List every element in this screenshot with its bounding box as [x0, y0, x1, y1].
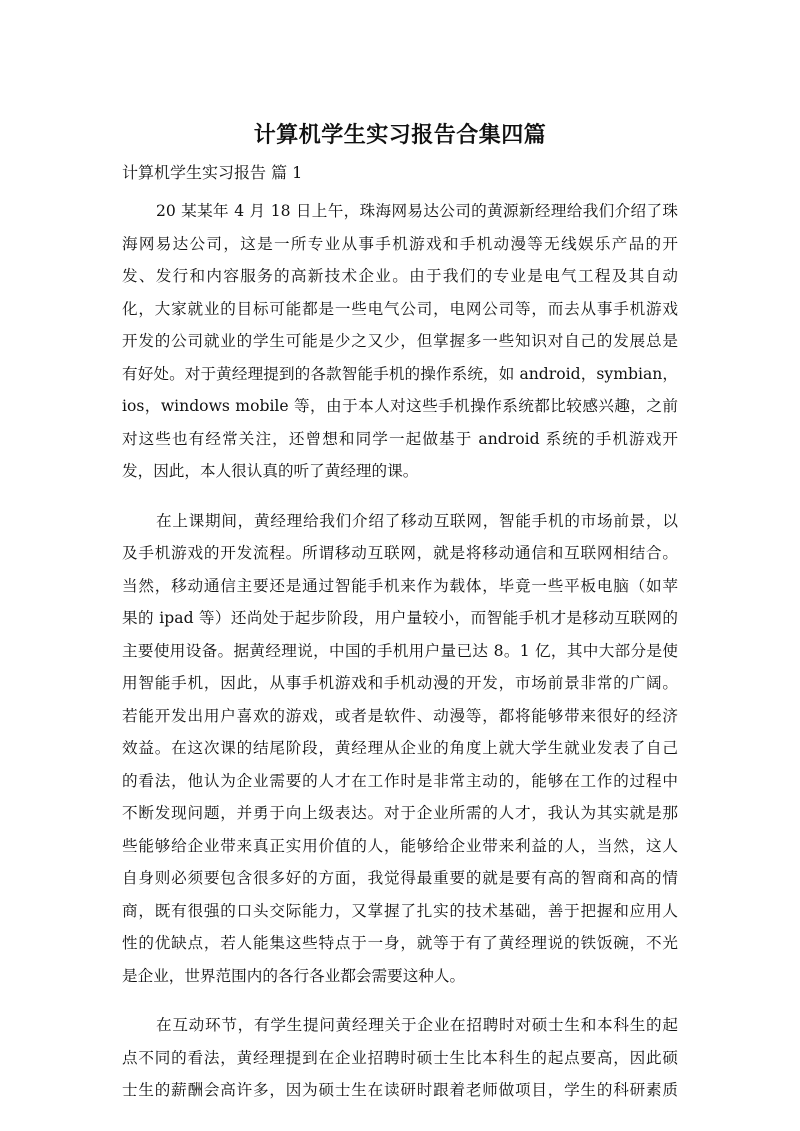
paragraph-line: 若能开发出用户喜欢的游戏，或者是软件、动漫等，都将能够带来很好的经济 — [122, 706, 678, 725]
paragraph-line: 士生的薪酬会高许多，因为硕士生在读研时跟着老师做项目，学生的科研素质 — [122, 1081, 678, 1099]
paragraph-2 — [122, 505, 678, 993]
paragraph-line: 发，因此，本人很认真的听了黄经理的课。 — [122, 462, 419, 480]
paragraph-line: 自身则必须要包含很多好的方面，我觉得最重要的就是要有高的智商和高的情 — [122, 869, 678, 887]
paragraph-line: 主要使用设备。据黄经理说，中国的手机用户量已达 8。1 亿，其中大部分是使 — [122, 641, 678, 660]
paragraph-1 — [122, 195, 678, 488]
paragraph-line: 20 某某年 4 月 18 日上午，珠海网易达公司的黄源新经理给我们介绍了珠 — [156, 202, 678, 220]
paragraph-line: 点不同的看法，黄经理提到在企业招聘时硕士生比本科生的起点要高，因此硕 — [122, 1048, 678, 1067]
paragraph-line: 性的优缺点，若人能集这些特点于一身，就等于有了黄经理说的铁饭碗，不光 — [122, 934, 678, 952]
paragraph-line: 对这些也有经常关注，还曾想和同学一起做基于 android 系统的手机游戏开 — [122, 429, 678, 448]
paragraph-line: 用智能手机，因此，从事手机游戏和手机动漫的开发，市场前景非常的广阔。 — [122, 674, 678, 692]
paragraph-line: 商，既有很强的口头交际能力，又掌握了扎实的技术基础，善于把握和应用人 — [122, 901, 678, 920]
paragraph-line: 有好处。对于黄经理提到的各款智能手机的操作系统，如 android，symbian， — [122, 364, 678, 383]
document-body — [122, 195, 678, 1124]
paragraph-line: 效益。在这次课的结尾阶段，黄经理从企业的角度上就大学生就业发表了自己 — [122, 739, 678, 757]
paragraph-line: 及手机游戏的开发流程。所谓移动互联网，就是将移动通信和互联网相结合。 — [122, 544, 678, 562]
paragraph-line: 些能够给企业带来真正实用价值的人，能够给企业带来利益的人，当然，这人 — [122, 836, 678, 855]
paragraph-line: 在上课期间，黄经理给我们介绍了移动互联网，智能手机的市场前景，以 — [156, 511, 678, 530]
paragraph-line: 是企业，世界范围内的各行各业都会需要这种人。 — [122, 966, 466, 985]
paragraph-line: 不断发现问题，并勇于向上级表达。对于企业所需的人才，我认为其实就是那 — [122, 804, 678, 822]
paragraph-line: 的看法，他认为企业需要的人才在工作时是非常主动的，能够在工作的过程中 — [122, 771, 678, 790]
paragraph-line: 果的 ipad 等）还尚处于起步阶段，用户量较小，而智能手机才是移动互联网的 — [122, 609, 678, 627]
paragraph-line: 在互动环节，有学生提问黄经理关于企业在招聘时对硕士生和本科生的起 — [156, 1016, 678, 1034]
paragraph-line: ios，windows mobile 等，由于本人对这些手机操作系统都比较感兴趣，之前 — [122, 397, 678, 415]
section-heading: 计算机学生实习报告 篇 1 — [122, 163, 303, 182]
paragraph-3 — [122, 1009, 678, 1107]
paragraph-line: 开发的公司就业的学生可能是少之又少，但掌握多一些知识对自己的发展总是 — [122, 332, 678, 350]
paragraph-line: 化，大家就业的目标可能都是一些电气公司，电网公司等，而去从事手机游戏 — [122, 299, 678, 318]
paragraph-line: 海网易达公司，这是一所专业从事手机游戏和手机动漫等无线娱乐产品的开 — [122, 234, 678, 253]
document-title: 计算机学生实习报告合集四篇 — [253, 123, 547, 148]
paragraph-line: 当然，移动通信主要还是通过智能手机来作为载体，毕竟一些平板电脑（如苹 — [122, 576, 678, 595]
paragraph-line: 发、发行和内容服务的高新技术企业。由于我们的专业是电气工程及其自动 — [122, 267, 678, 285]
